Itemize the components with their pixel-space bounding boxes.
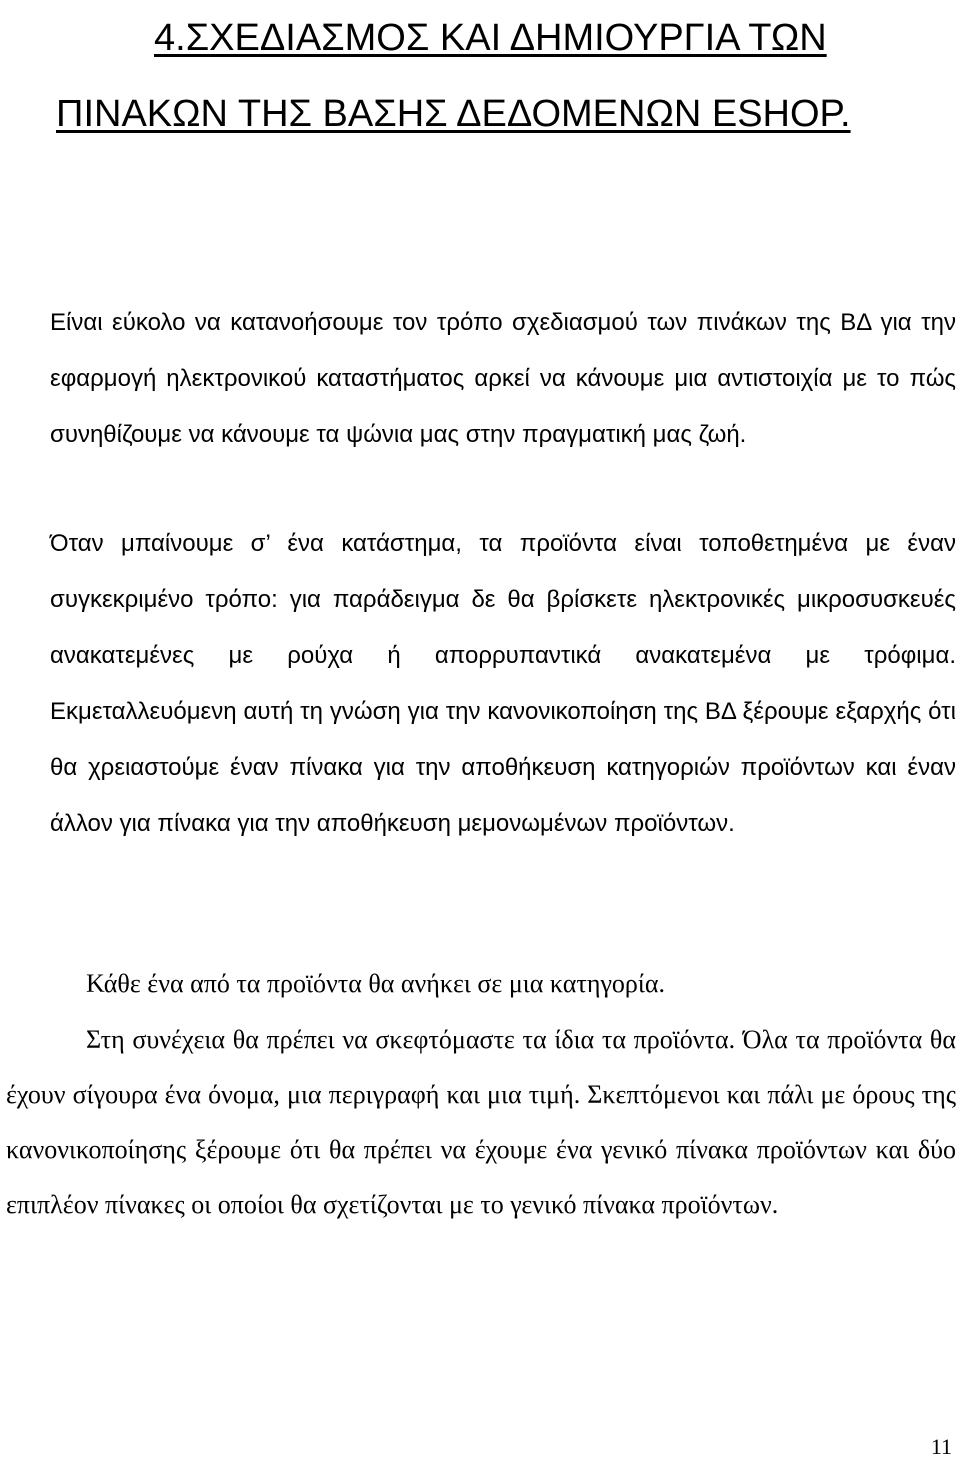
store-paragraph: Όταν μπαίνουμε σ’ ένα κατάστημα, τα προϊόντα είναι τοποθετημένα με έναν συγκεκριμένο τρόπο: για παράδειγμα δε θα βρίσκετε ηλεκτρονικές μικροσυσκευές ανακατεμένες με ρούχα ή απορρυπαντικά ανακατεμένα με τρόφιμα. Εκμεταλλευόμενη αυτή τη γνώση για την κανονικοποίηση της ΒΔ ξέρουμε εξαρχής ότι θα χρειαστούμε έναν πίνακα για την αποθήκευση κατηγοριών προϊόντων και έναν άλλον για πίνακα για την αποθήκευση μεμονωμένων προϊόντων. [50, 530, 956, 837]
products-paragraph-text: Στη συνέχεια θα πρέπει να σκεφτόμαστε τα ίδια τα προϊόντα. Όλα τα προϊόντα θα έχουν σίγουρα ένα όνομα, μια περιγραφή και μια τιμή. Σκεπτόμενοι και πάλι με όρους της κανονικοποίησης ξέρουμε ότι θα πρέπει να έχουμε ένα γενικό πίνακα προϊόντων και δύο επιπλέον πίνακες οι οποίοι θα σχετίζονται με το γενικό πίνακα προϊόντων. [6, 1025, 956, 1219]
chapter-heading [28, 0, 948, 152]
intro-paragraph: Είναι εύκολο να κατανοήσουμε τον τρόπο σχεδιασμού των πινάκων της ΒΔ για την εφαρμογή ηλεκτρονικού καταστήματος αρκεί να κάνουμε μια αντιστοιχία με το πώς συνηθίζουμε να κάνουμε τα ψώνια μας στην πραγματική μας ζωή. [50, 309, 956, 448]
heading-line-2: ΠΙΝΑΚΩΝ ΤΗΣ ΒΑΣΗΣ ΔΕΔΟΜΕΝΩΝ ESHOP. [56, 93, 851, 135]
page-number: 11 [930, 1434, 952, 1459]
heading-line-1: 4.ΣΧΕΔΙΑΣΜΟΣ ΚΑΙ ΔΗΜΙΟΥΡΓΙΑ ΤΩΝ [154, 17, 827, 59]
category-paragraph: Κάθε ένα από τα προϊόντα θα ανήκει σε μια κατηγορία. [86, 969, 666, 998]
products-paragraph [6, 1012, 956, 1232]
